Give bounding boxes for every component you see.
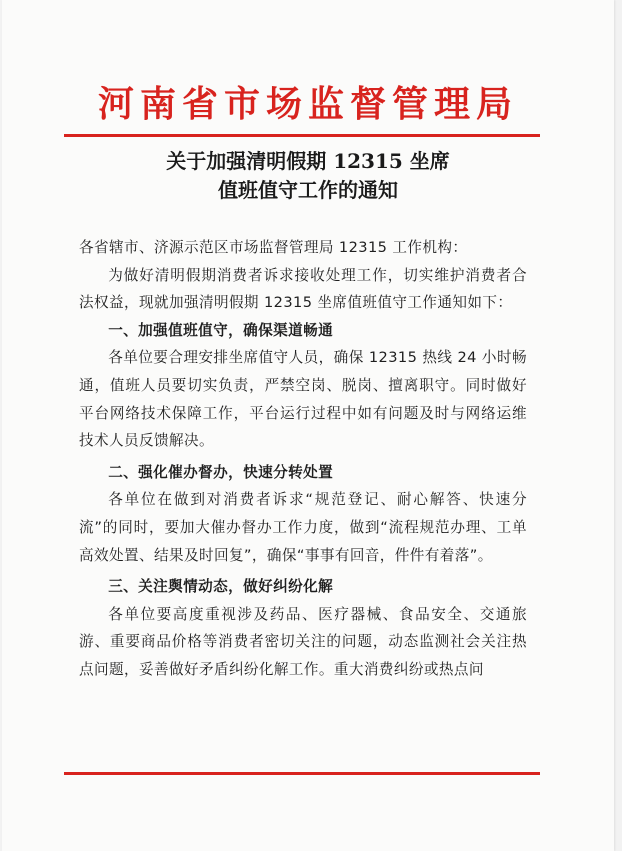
salutation: 各省辖市、济源示范区市场监督管理局 12315 工作机构： (79, 239, 468, 256)
org-header-title: 河南省市场监督管理局 (97, 83, 518, 125)
section-paragraph-1: 各单位要合理安排坐席值守人员，确保 12315 热线 24 小时畅通，值班人员要切实负责，严禁空岗、脱岗、擅离职守。同时做好平台网络技术保障工作，平台运行过程中如有问题及时与网络运维技术人员反馈解决。 (79, 349, 527, 450)
section-heading-2: 二、强化催办督办，快速分转处置 (108, 463, 334, 481)
document-title-line2: 值班值守工作的通知 (218, 178, 398, 202)
document-body (79, 234, 527, 684)
red-divider-top (64, 134, 540, 137)
section-paragraph-3: 各单位要高度重视涉及药品、医疗器械、食品安全、交通旅游、重要商品价格等消费者密切关注的问题，动态监测社会关注热点问题，妥善做好矛盾纠纷化解工作。重大消费纠纷或热点问 (79, 605, 527, 678)
document-page (2, 0, 614, 851)
red-divider-bottom (64, 772, 540, 775)
intro-paragraph: 为做好清明假期消费者诉求接收处理工作，切实维护消费者合法权益，现就加强清明假期 12315 坐席值班值守工作通知如下： (79, 266, 527, 312)
section-heading-1: 一、加强值班值守，确保渠道畅通 (108, 321, 334, 339)
section-heading-3: 三、关注舆情动态，做好纠纷化解 (108, 578, 334, 596)
document-title-line1: 关于加强清明假期 12315 坐席 (166, 149, 450, 173)
section-paragraph-2: 各单位在做到对消费者诉求“规范登记、耐心解答、快速分流”的同时，要加大催办督办工作力度，做到“流程规范办理、工单高效处置、结果及时回复”，确保“事事有回音，件件有着落”。 (79, 491, 527, 564)
